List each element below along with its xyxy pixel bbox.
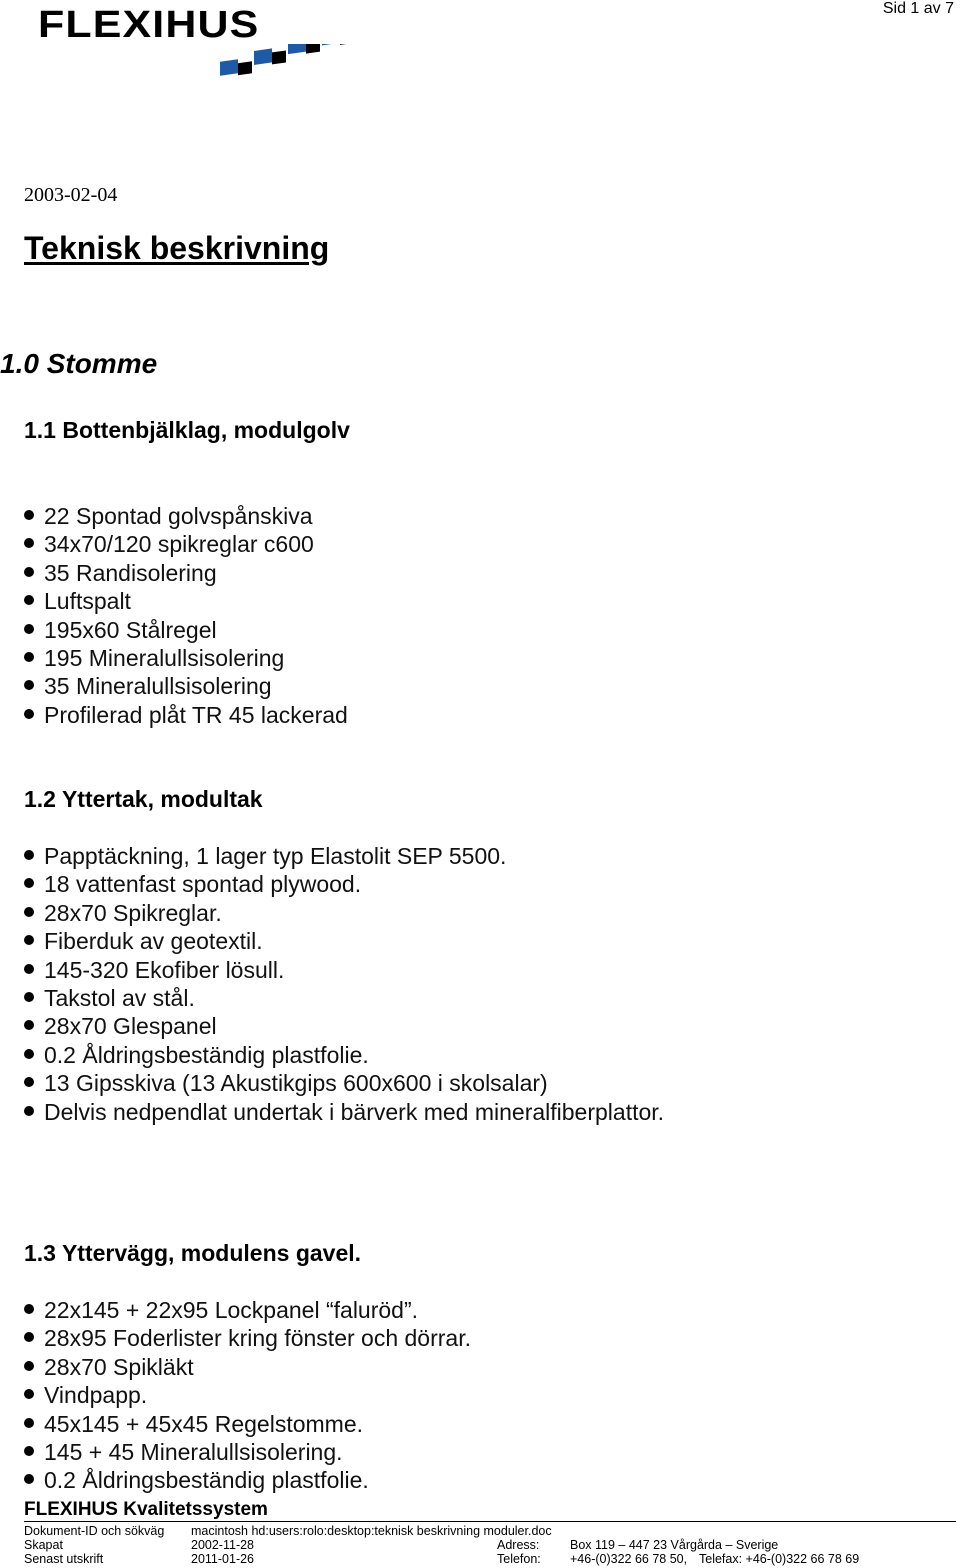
bullet-icon xyxy=(24,878,34,888)
footer-doc-id-value: macintosh hd:users:rolo:desktop:teknisk beskrivning moduler.doc xyxy=(191,1524,552,1538)
list-item-text: Luftspalt xyxy=(44,588,131,615)
list-item xyxy=(24,927,664,955)
list-item xyxy=(24,672,348,700)
bullet-icon xyxy=(24,1418,34,1428)
list-item xyxy=(24,1381,471,1409)
list-item-text: 34x70/120 spikreglar c600 xyxy=(44,531,314,558)
section-list-yttertak xyxy=(24,842,664,1126)
list-item-text: 13 Gipsskiva (13 Akustikgips 600x600 i skolsalar) xyxy=(44,1070,548,1097)
section-heading-bottenbjalklag: 1.1 Bottenbjälklag, modulgolv xyxy=(24,417,350,443)
list-item xyxy=(24,984,664,1012)
document-title: Teknisk beskrivning xyxy=(24,230,330,266)
list-item xyxy=(24,870,664,898)
bullet-icon xyxy=(24,624,34,634)
logo-block xyxy=(220,59,238,76)
footer-divider xyxy=(24,1521,956,1522)
footer-printed-value: 2011-01-26 xyxy=(191,1552,255,1566)
bullet-icon xyxy=(24,1361,34,1371)
section-list-yttervagg xyxy=(24,1296,471,1495)
bullet-icon xyxy=(24,1446,34,1456)
logo-wordmark: FLEXIHUS xyxy=(38,4,260,46)
list-item-text: 28x70 Glespanel xyxy=(44,1013,217,1040)
footer-fax-value: Telefax: +46-(0)322 66 78 69 xyxy=(699,1552,860,1566)
bullet-icon xyxy=(24,935,34,945)
bullet-icon xyxy=(24,1106,34,1116)
list-item xyxy=(24,842,664,870)
bullet-icon xyxy=(24,1332,34,1342)
bullet-icon xyxy=(24,1389,34,1399)
footer-created-value: 2002-11-28 xyxy=(191,1538,255,1552)
bullet-icon xyxy=(24,992,34,1002)
bullet-icon xyxy=(24,567,34,577)
list-item-text: 0.2 Åldringsbeständig plastfolie. xyxy=(44,1041,369,1068)
bullet-icon xyxy=(24,907,34,917)
list-item xyxy=(24,644,348,672)
list-item-text: 195x60 Stålregel xyxy=(44,616,217,643)
list-item-text: Vindpapp. xyxy=(44,1382,148,1409)
list-item xyxy=(24,899,664,927)
logo-block xyxy=(306,44,320,54)
bullet-icon xyxy=(24,510,34,520)
logo-block xyxy=(254,48,272,65)
page-counter: Sid 1 av 7 xyxy=(882,0,954,17)
section-list-bottenbjalklag xyxy=(24,502,348,729)
list-item xyxy=(24,502,348,530)
list-item xyxy=(24,1410,471,1438)
list-item-text: 28x95 Foderlister kring fönster och dörrar. xyxy=(44,1325,471,1352)
list-item-text: 35 Randisolering xyxy=(44,559,217,586)
list-item xyxy=(24,559,348,587)
bullet-icon xyxy=(24,595,34,605)
section-heading-yttervagg: 1.3 Yttervägg, modulens gavel. xyxy=(24,1240,362,1266)
list-item xyxy=(24,1041,664,1069)
document-date: 2003-02-04 xyxy=(24,184,118,206)
list-item-text: Delvis nedpendlat undertak i bärverk med mineralfiberplattor. xyxy=(44,1098,665,1125)
list-item-text: Fiberduk av geotextil. xyxy=(44,928,263,955)
footer-phone-value: +46-(0)322 66 78 50, xyxy=(570,1552,688,1566)
list-item-text: 28x70 Spikreglar. xyxy=(44,899,222,926)
flexihus-logo xyxy=(38,4,338,82)
list-item-text: 145 + 45 Mineralullsisolering. xyxy=(44,1438,343,1465)
footer-created-label: Skapat xyxy=(24,1538,63,1552)
list-item-text: 22 Spontad golvspånskiva xyxy=(44,503,313,529)
list-item xyxy=(24,1012,664,1040)
bullet-icon xyxy=(24,1077,34,1087)
footer-phone-label: Telefon: xyxy=(497,1552,541,1566)
bullet-icon xyxy=(24,964,34,974)
logo-block xyxy=(340,44,354,45)
list-item-text: 28x70 Spikläkt xyxy=(44,1353,194,1380)
logo-blocks-graphic xyxy=(218,44,374,80)
list-item-text: 145-320 Ekofiber lösull. xyxy=(44,956,285,983)
list-item xyxy=(24,1466,471,1494)
bullet-icon xyxy=(24,1049,34,1059)
list-item xyxy=(24,1438,471,1466)
list-item-text: Profilerad plåt TR 45 lackerad xyxy=(44,701,348,728)
list-item-text: 35 Mineralullsisolering xyxy=(44,673,272,700)
footer-address-label: Adress: xyxy=(497,1538,540,1552)
list-item-text: 22x145 + 22x95 Lockpanel “faluröd”. xyxy=(44,1297,419,1323)
list-item xyxy=(24,1296,471,1324)
list-item-text: 195 Mineralullsisolering xyxy=(44,644,285,671)
bullet-icon xyxy=(24,1474,34,1484)
bullet-icon xyxy=(24,1020,34,1030)
chapter-heading: 1.0 Stomme xyxy=(0,348,158,379)
list-item-text: 45x145 + 45x45 Regelstomme. xyxy=(44,1410,364,1437)
logo-block xyxy=(288,44,306,54)
logo-block xyxy=(272,50,286,64)
list-item-text: 0.2 Åldringsbeständig plastfolie. xyxy=(44,1467,369,1494)
footer-doc-id-label: Dokument-ID och sökväg xyxy=(24,1524,165,1538)
list-item-text: Papptäckning, 1 lager typ Elastolit SEP 5500. xyxy=(44,843,507,869)
list-item xyxy=(24,956,664,984)
list-item xyxy=(24,1324,471,1352)
bullet-icon xyxy=(24,1304,34,1314)
bullet-icon xyxy=(24,538,34,548)
footer-printed-label: Senast utskrift xyxy=(24,1552,104,1566)
bullet-icon xyxy=(24,850,34,860)
list-item-text: 18 vattenfast spontad plywood. xyxy=(44,871,362,898)
list-item-text: Takstol av stål. xyxy=(44,984,195,1011)
footer-address-value: Box 119 – 447 23 Vårgårda – Sverige xyxy=(570,1538,779,1552)
logo-block xyxy=(322,44,340,45)
list-item xyxy=(24,587,348,615)
logo-block xyxy=(238,61,252,75)
list-item xyxy=(24,1069,664,1097)
list-item xyxy=(24,530,348,558)
list-item xyxy=(24,616,348,644)
list-item xyxy=(24,701,348,729)
bullet-icon xyxy=(24,652,34,662)
bullet-icon xyxy=(24,680,34,690)
footer-title: FLEXIHUS Kvalitetssystem xyxy=(24,1499,268,1520)
list-item xyxy=(24,1353,471,1381)
list-item xyxy=(24,1098,664,1126)
bullet-icon xyxy=(24,709,34,719)
section-heading-yttertak: 1.2 Yttertak, modultak xyxy=(24,786,263,812)
